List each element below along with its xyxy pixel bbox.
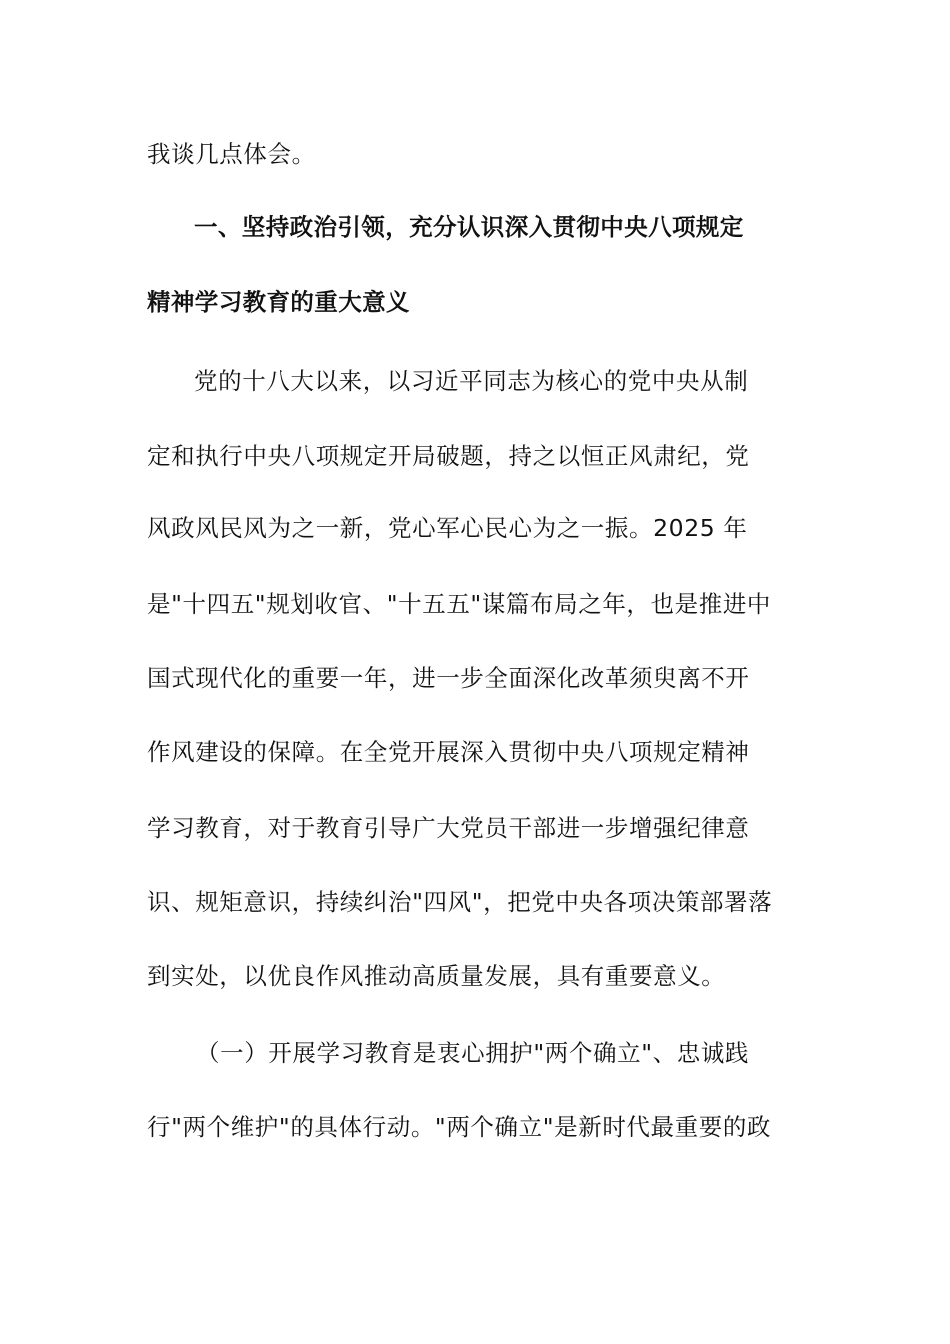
paragraph-line: 定和执行中央八项规定开局破题，持之以恒正风肃纪，党 — [147, 442, 750, 470]
paragraph-line: 学习教育，对于教育引导广大党员干部进一步增强纪律意 — [147, 814, 750, 842]
paragraph-line: 是"十四五"规划收官、"十五五"谋篇布局之年，也是推进中 — [147, 590, 772, 618]
paragraph-line-intro: 我谈几点体会。 — [147, 140, 316, 168]
paragraph-line: 国式现代化的重要一年，进一步全面深化改革须臾离不开 — [147, 664, 750, 692]
section-heading-line-2: 精神学习教育的重大意义 — [147, 288, 410, 316]
paragraph-line: 行"两个维护"的具体行动。"两个确立"是新时代最重要的政 — [147, 1113, 772, 1141]
paragraph-line: 到实处，以优良作风推动高质量发展，具有重要意义。 — [147, 962, 726, 990]
subsection-line: （一）开展学习教育是衷心拥护"两个确立"、忠诚践 — [196, 1039, 750, 1067]
paragraph-line: 党的十八大以来，以习近平同志为核心的党中央从制 — [194, 367, 749, 395]
section-heading-line-1: 一、坚持政治引领，充分认识深入贯彻中央八项规定 — [194, 213, 744, 241]
paragraph-line: 作风建设的保障。在全党开展深入贯彻中央八项规定精神 — [147, 738, 750, 766]
paragraph-line: 识、规矩意识，持续纠治"四风"，把党中央各项决策部署落 — [147, 888, 773, 916]
paragraph-line: 风政风民风为之一新，党心军心民心为之一振。2025 年 — [147, 514, 748, 542]
